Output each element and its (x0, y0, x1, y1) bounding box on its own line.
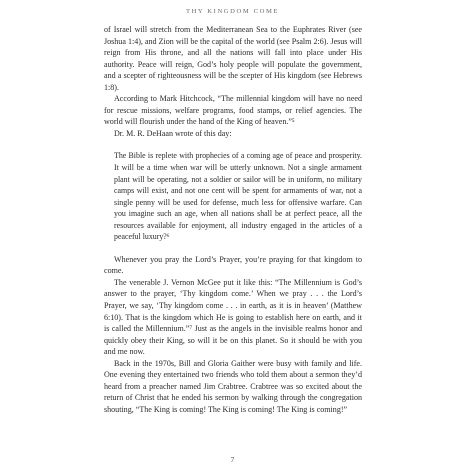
paragraph-hitchcock-quote: According to Mark Hitchcock, “The millennial kingdom will have no need for rescue missions, welfare programs, food stamps, or relief agencies. The world will flourish under the hand of the King of heaven.”⁵ (104, 94, 362, 127)
body-text (104, 24, 362, 416)
page-number: 7 (230, 455, 235, 464)
paragraph-mcgee-quote: The venerable J. Vernon McGee put it like this: “The Millennium is God’s answer to the prayer, ‘Thy kingdom come.’ When we pray . . . the Lord’s Prayer, we say, ‘Thy kingdom come . . . in earth, as it is in heaven’ (Matthew 6:10). That is the kingdom which He is going to establish here on earth, and it is called the Millennium.”⁷ Just as the angels in the invisible realms honor and quickly obey their King, so will it be on this planet. So it should be with you and me now. (104, 277, 362, 357)
paragraph-dehaan-intro: Dr. M. R. DeHaan wrote of this day: (114, 128, 232, 138)
running-head: THY KINGDOM COME (185, 8, 280, 15)
paragraph-continuation: of Israel will stretch from the Mediterranean Sea to the Euphrates River (see Joshua 1:4), and Zion will be the capital of the world (see Psalm 2:6). Jesus will reign from His throne, and all the nations will fall into place under His authority. Peace will reign, God’s holy people will populate the government, and a scepter of righteousness will be the scepter of His kingdom (see Hebrews 1:8). (104, 25, 362, 92)
paragraph-lords-prayer: Whenever you pray the Lord’s Prayer, you’re praying for that kingdom to come. (104, 254, 362, 276)
paragraph-gaither-story: Back in the 1970s, Bill and Gloria Gaither were busy with family and life. One evening they entertained two friends who told them about a sermon they’d heard from a preacher named Jim Crabtree. Crabtree was so excited about the return of Christ that he ended his sermon by walking through the congregation shouting, “The King is coming! The King is coming! The King is coming!” (104, 358, 362, 414)
block-quote-dehaan: The Bible is replete with prophecies of a coming age of peace and prosperity. It will be a time when war will be utterly unknown. Not a single armament plant will be operating, not a soldier or sailor will be in uniform, no military camps will exist, and not one cent will be spent for armaments of war, not a single penny will be used for defense, much less for offensive warfare. Can you imagine such an age, when all nations shall be at perfect peace, all the resources available for enjoyment, all industry engaged in the articles of a peaceful luxury?⁶ (114, 151, 362, 242)
